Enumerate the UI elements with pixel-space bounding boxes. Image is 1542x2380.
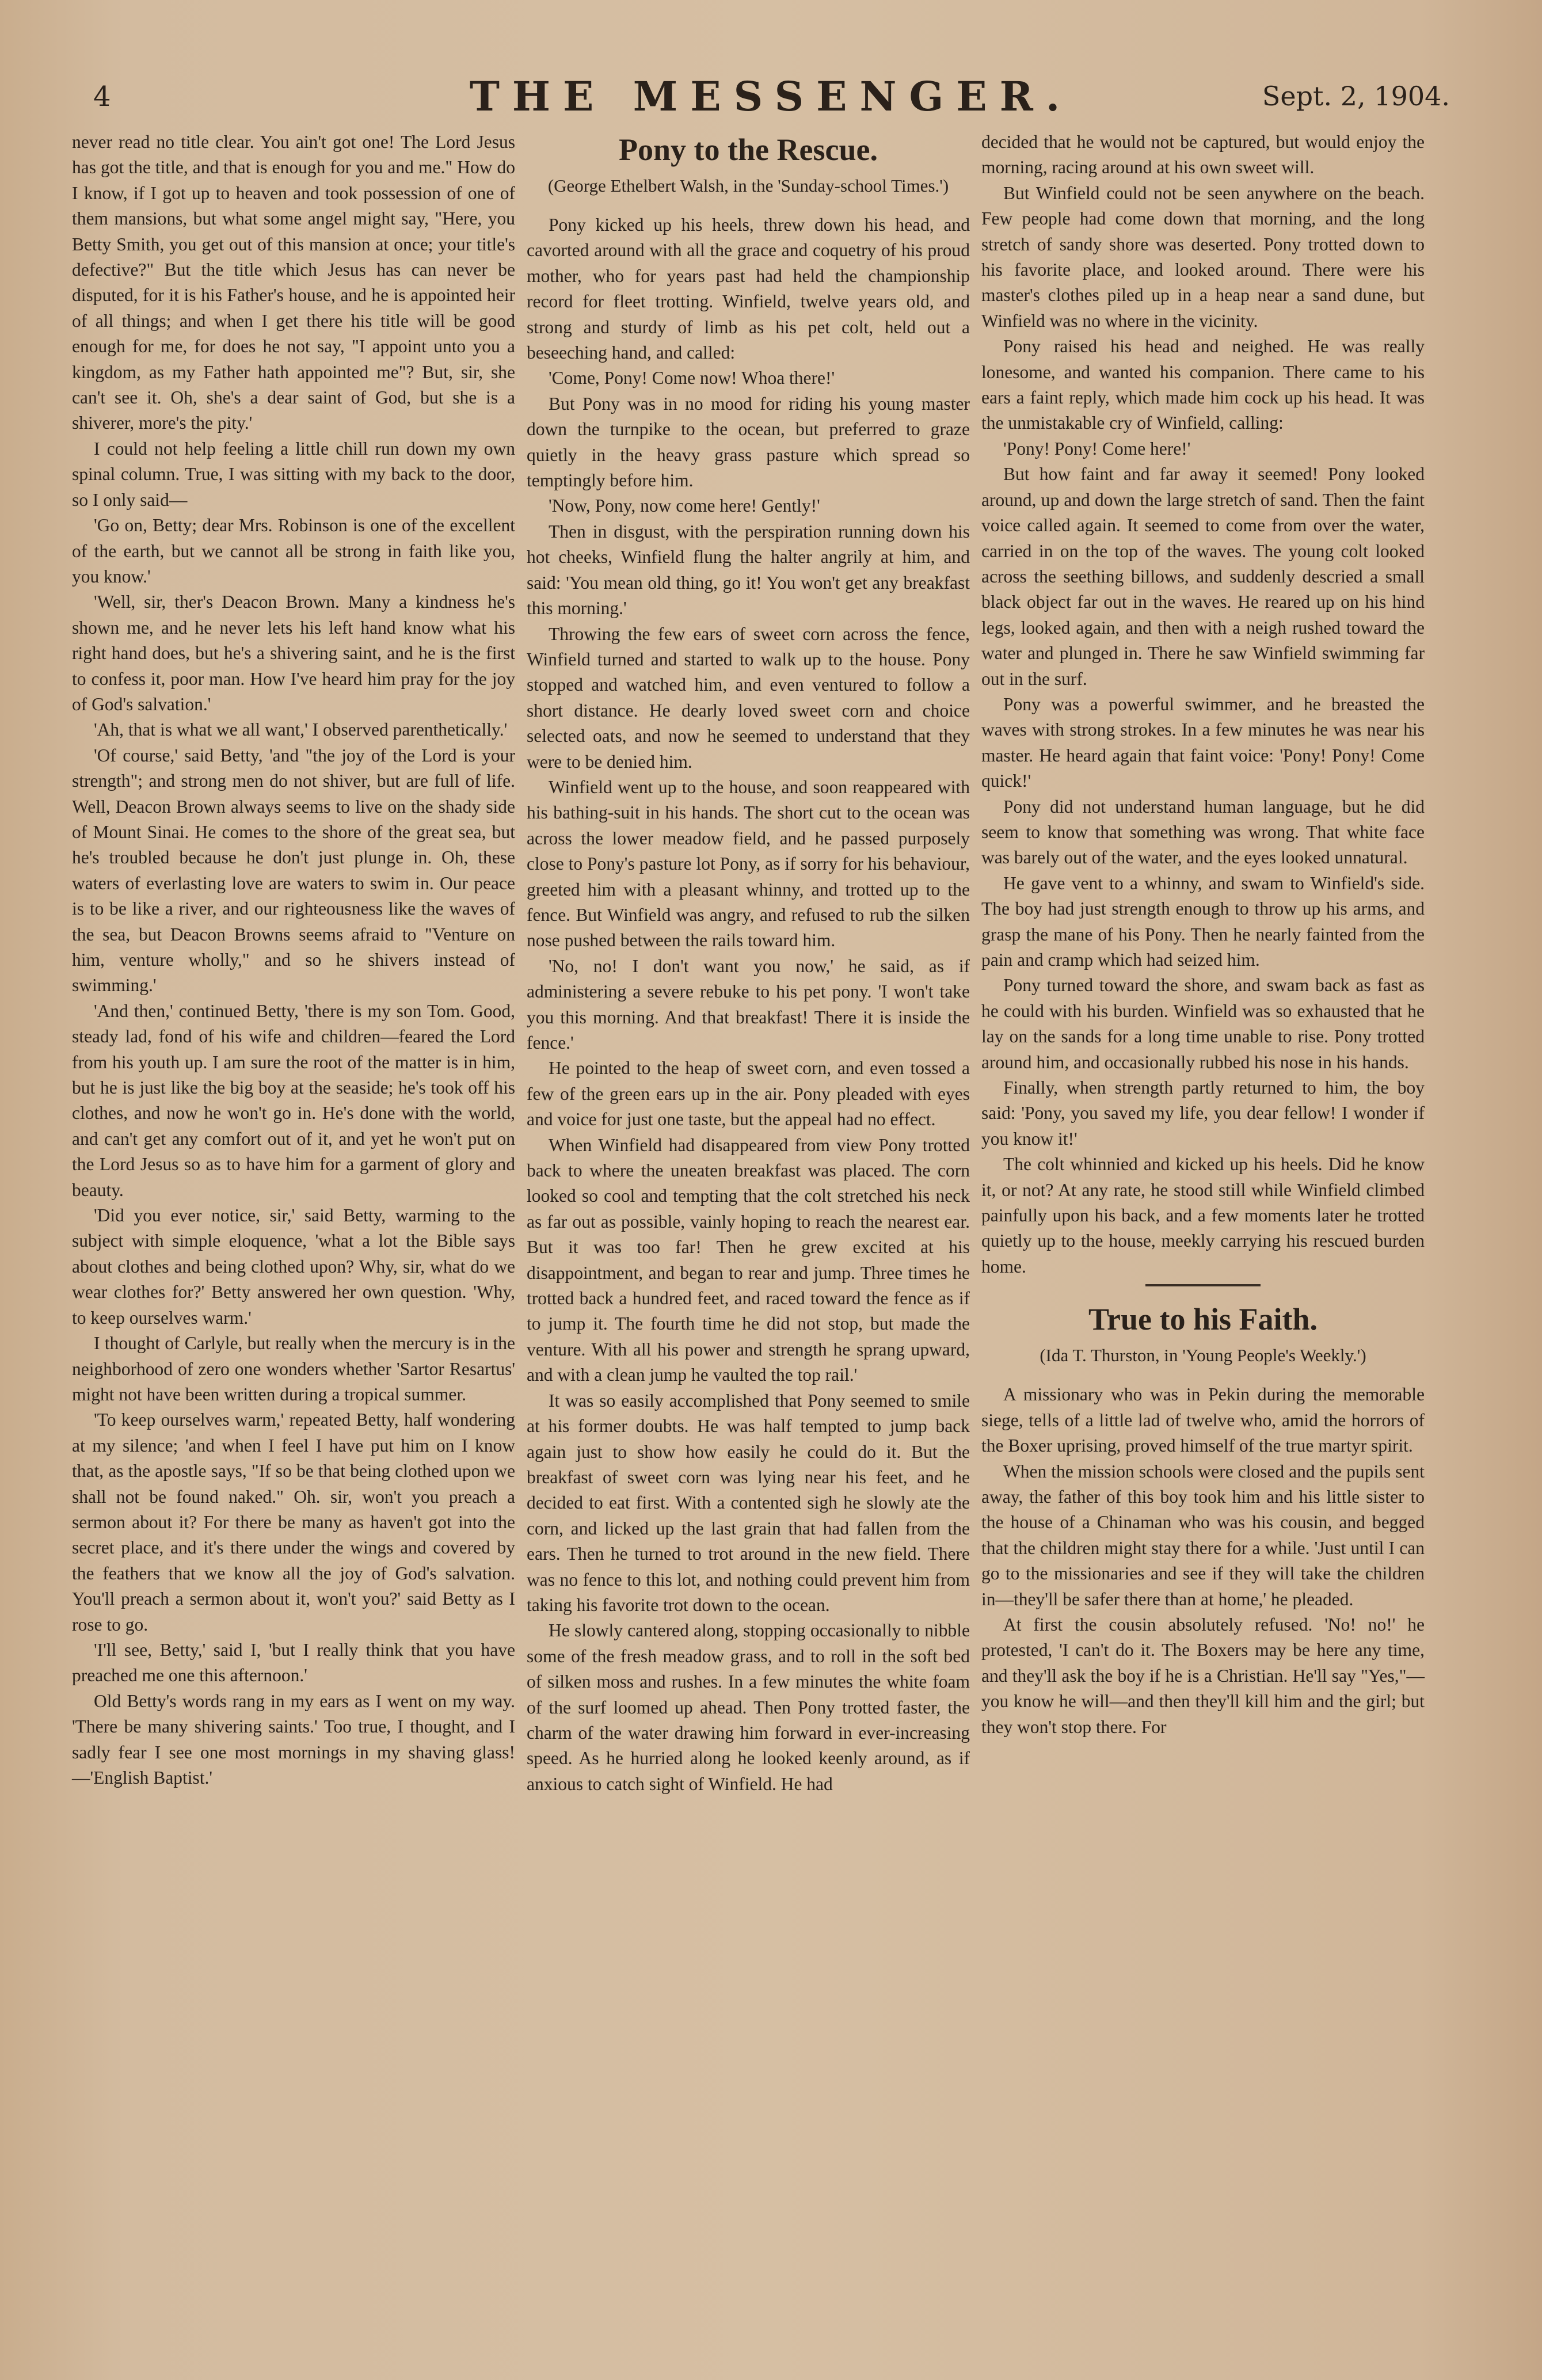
paragraph: But how faint and far away it seemed! Pony looked around, up and down the large stretch of sand. Then the faint voice called again. It seemed to come from over the water, carried in on the top of the waves. The young colt looked across the seething billows, and suddenly descried a small black object far out in the waves. He reared up on his hind legs, looked again, and then with a neigh rushed toward the water and plunged in. There he saw Winfield swimming far out in the surf. [981,464,1425,689]
paragraph: Pony turned toward the shore, and swam back as fast as he could with his burden. Winfield was so exhausted that he lay on the sands for a long time unable to rise. Pony trotted around him, and occasionally rubbed his nose in his hands. [981,975,1425,1072]
paragraph: 'Come, Pony! Come now! Whoa there!' [549,368,835,389]
paragraph: 'Go on, Betty; dear Mrs. Robinson is one of the excellent of the earth, but we cannot all be strong in faith like you, you know.' [72,515,515,587]
column-3 [981,130,1425,1740]
article-source: (Ida T. Thurston, in 'Young People's Weekly.') [1040,1345,1366,1366]
paragraph: Throwing the few ears of sweet corn across the fence, Winfield turned and started to walk up to the house. Pony stopped and watched him, and even ventured to follow a short distance. He dearly loved sweet corn and choice selected oats, and now he seemed to understand that they were to be denied him. [527,623,970,772]
paragraph: He pointed to the heap of sweet corn, and even tossed a few of the green ears up in the air. Pony pleaded with eyes and voice for just one taste, but the appeal had no effect. [527,1058,970,1130]
issue-date: Sept. 2, 1904. [1262,81,1450,112]
page-number: 4 [93,81,111,113]
article-title: True to his Faith. [1088,1302,1318,1337]
masthead: THE MESSENGER. [469,73,1073,120]
paragraph: I could not help feeling a little chill run down my own spinal column. True, I was sitting with my back to the door, so I only said— [72,438,515,510]
paragraph: He slowly cantered along, stopping occasionally to nibble some of the fresh meadow grass, and to roll in the soft bed of silken moss and rushes. In a few minutes the white foam of the surf loomed up ahead. Then Pony trotted faster, the charm of the water drawing him forward in ever-increasing speed. As he hurried along he looked keenly around, as if anxious to catch sight of Winfield. He had [527,1620,970,1794]
paragraph: 'Of course,' said Betty, 'and "the joy of the Lord is your strength"; and strong men do not shiver, but are full of life. Well, Deacon Brown always seems to live on the shady side of Mount Sinai. He comes to the shore of the great sea, but he's troubled because he don't just plunge in. Oh, these waters of everlasting love are waters to swim in. Our peace is to be like a river, and our righteousness like the waves of the sea, but Deacon Browns seems afraid to "Venture on him, venture wholly," and so he shivers instead of swimming.' [72,745,515,996]
paragraph: 'Well, sir, ther's Deacon Brown. Many a kindness he's shown me, and he never lets his left hand know what his right hand does, but he's a shivering saint, and he is the first to confess it, poor man. How I've heard him pray for the joy of God's salvation.' [72,592,515,714]
paragraph: Pony kicked up his heels, threw down his head, and cavorted around with all the grace and coquetry of his proud mother, who for years past had held the championship record for fleet trotting. Winfield, twelve years old, and strong and sturdy of limb as his pet colt, held out a beseeching hand, and called: [527,215,970,363]
paragraph: Winfield went up to the house, and soon reappeared with his bathing-suit in his hands. The short cut to the ocean was across the lower meadow field, and he passed purposely close to Pony's pasture lot Pony, as if sorry for his behaviour, greeted him with a pleasant whinny, and trotted up to the fence. But Winfield was angry, and refused to rub the silken nose pushed between the rails toward him. [527,776,970,951]
paragraph: The colt whinnied and kicked up his heels. Did he know it, or not? At any rate, he stood still while Winfield climbed painfully upon his back, and a few moments later he trotted quietly up to the house, meekly carrying his rescued burden home. [981,1154,1425,1277]
paragraph: never read no title clear. You ain't got one! The Lord Jesus has got the title, and that is enough for you and me." How do I know, if I got up to heaven and took possession of one of them mansions, but what some angel might say, "Here, you Betty Smith, you get out of this mansion at once; your title's defective?" But the title which Jesus has can never be disputed, for it is his Father's house, and he is appointed heir of all things; and when I get there his title will be good enough for me, for does he not say, "I appoint unto you a kingdom, as my Father hath appointed me"? But, sir, she can't see it. Oh, she's a dear saint of God, but she is a shiverer, more's the pity.' [72,132,515,433]
paragraph: He gave vent to a whinny, and swam to Winfield's side. The boy had just strength enough to throw up his arms, and grasp the mane of his Pony. Then he nearly fainted from the pain and cramp which had seized him. [981,873,1425,970]
paragraph: Pony did not understand human language, but he did seem to know that something was wrong. That white face was barely out of the water, and the eyes looked unnatural. [981,796,1425,868]
paragraph: Old Betty's words rang in my ears as I went on my way. 'There be many shivering saints.' Too true, I thought, and I sadly fear I see one most mornings in my shaving glass!—'English Baptist.' [72,1690,515,1788]
paragraph: When Winfield had disappeared from view Pony trotted back to where the uneaten breakfast was placed. The corn looked so cool and tempting that the colt stretched his neck as far out as possible, vainly hoping to reach the nearest ear. But it was too far! Then he grew excited at his disappointment, and began to rear and jump. Three times he trotted back a hundred feet, and raced toward the fence as if to jump it. The fourth time he did not stop, but made the venture. With all his power and strength he sprang upward, and with a clean jump he vaulted the top rail.' [527,1134,970,1385]
paragraph: 'Did you ever notice, sir,' said Betty, warming to the subject with simple eloquence, 'what a lot the Bible says about clothes and being clothed upon? Why, sir, what do we wear clothes for?' Betty answered her own question. 'Why, to keep ourselves warm.' [72,1205,515,1328]
column-1 [72,130,515,1791]
paragraph: But Winfield could not be seen anywhere on the beach. Few people had come down that morning, and the long stretch of sandy shore was deserted. Pony trotted down to his favorite place, and looked around. There were his master's clothes piled up in a heap near a sand dune, but Winfield was no where in the vicinity. [981,182,1425,331]
paragraph: Finally, when strength partly returned to him, the boy said: 'Pony, you saved my life, you dear fellow! I wonder if you know it!' [981,1077,1425,1149]
paragraph: Pony was a powerful swimmer, and he breasted the waves with strong strokes. In a few minutes he was near his master. He heard again that faint voice: 'Pony! Pony! Come quick!' [981,694,1425,791]
article-title: Pony to the Rescue. [619,132,878,167]
paragraph: A missionary who was in Pekin during the memorable siege, tells of a little lad of twelve who, amid the horrors of the Boxer uprising, proved himself of the true martyr spirit. [981,1384,1425,1456]
paragraph: It was so easily accomplished that Pony seemed to smile at his former doubts. He was half tempted to jump back again just to show how easily he could do it. But the breakfast of sweet corn was lying near his feet, and he decided to eat first. With a contented sigh he slowly ate the corn, and licked up the last grain that had fallen from the ears. Then he turned to trot around in the new field. There was no fence to this lot, and nothing could prevent him from taking his favorite trot down to the ocean. [527,1390,970,1615]
paragraph: Pony raised his head and neighed. He was really lonesome, and wanted his companion. There came to his ears a faint reply, which made him cock up his head. It was the unmistakable cry of Winfield, calling: [981,336,1425,433]
paragraph: But Pony was in no mood for riding his young master down the turnpike to the ocean, but preferred to graze quietly in the heavy grass pasture which spread so temptingly before him. [527,393,970,491]
paragraph: 'Now, Pony, now come here! Gently!' [549,496,820,516]
paragraph: 'I'll see, Betty,' said I, 'but I really think that you have preached me one this afternoon.' [72,1639,515,1686]
section-divider [1145,1284,1261,1286]
page-header [75,69,1467,127]
paragraph: When the mission schools were closed and the pupils sent away, the father of this boy took him and his little sister to the house of a Chinaman who was his cousin, and begged that the children might stay there for a while. 'Just until I can go to the missionaries and see if they will take the children in—they'll be safer there than at home,' he pleaded. [981,1461,1425,1609]
paragraph: I thought of Carlyle, but really when the mercury is in the neighborhood of zero one wonders whether 'Sartor Resartus' might not have been written during a tropical summer. [72,1333,515,1404]
paragraph: 'Ah, that is what we all want,' I observed parenthetically.' [94,719,508,740]
paragraph: 'To keep ourselves warm,' repeated Betty, half wondering at my silence; 'and when I feel I have put him on I know that, as the apostle says, "If so be that being clothed upon we shall not be found naked." Oh. sir, won't you preach a sermon about it? For there be many as haven't got into the secret place, and it's there under the wings and covered by the feathers that we know all the joy of God's salvation. You'll preach a sermon about it, won't you?' said Betty as I rose to go. [72,1410,515,1635]
column-2 [527,130,970,1797]
paragraph: 'And then,' continued Betty, 'there is my son Tom. Good, steady lad, fond of his wife and children—feared the Lord from his youth up. I am sure the root of the matter is in him, but he is just like the big boy at the seaside; he's took off his clothes, and now he won't go in. He's done with the world, and can't get any comfort out of it, and yet he won't put on the Lord Jesus so as to have him for a garment of glory and beauty. [72,1000,515,1200]
article-source: (George Ethelbert Walsh, in the 'Sunday-school Times.') [547,176,949,196]
paragraph: At first the cousin absolutely refused. 'No! no!' he protested, 'I can't do it. The Boxers may be here any time, and they'll ask the boy if he is a Christian. He'll say "Yes,"— you know he will—and then they'll kill him and the girl; but they won't stop there. For [981,1614,1425,1737]
paragraph: decided that he would not be captured, but would enjoy the morning, racing around at his own sweet will. [981,132,1425,178]
paragraph: 'No, no! I don't want you now,' he said, as if administering a severe rebuke to his pet pony. 'I won't take you this morning. And that breakfast! There it is inside the fence.' [527,955,970,1053]
paragraph: 'Pony! Pony! Come here!' [1003,438,1191,459]
paragraph: Then in disgust, with the perspiration running down his hot cheeks, Winfield flung the halter angrily at him, and said: 'You mean old thing, go it! You won't get any breakfast this morning.' [527,521,970,619]
